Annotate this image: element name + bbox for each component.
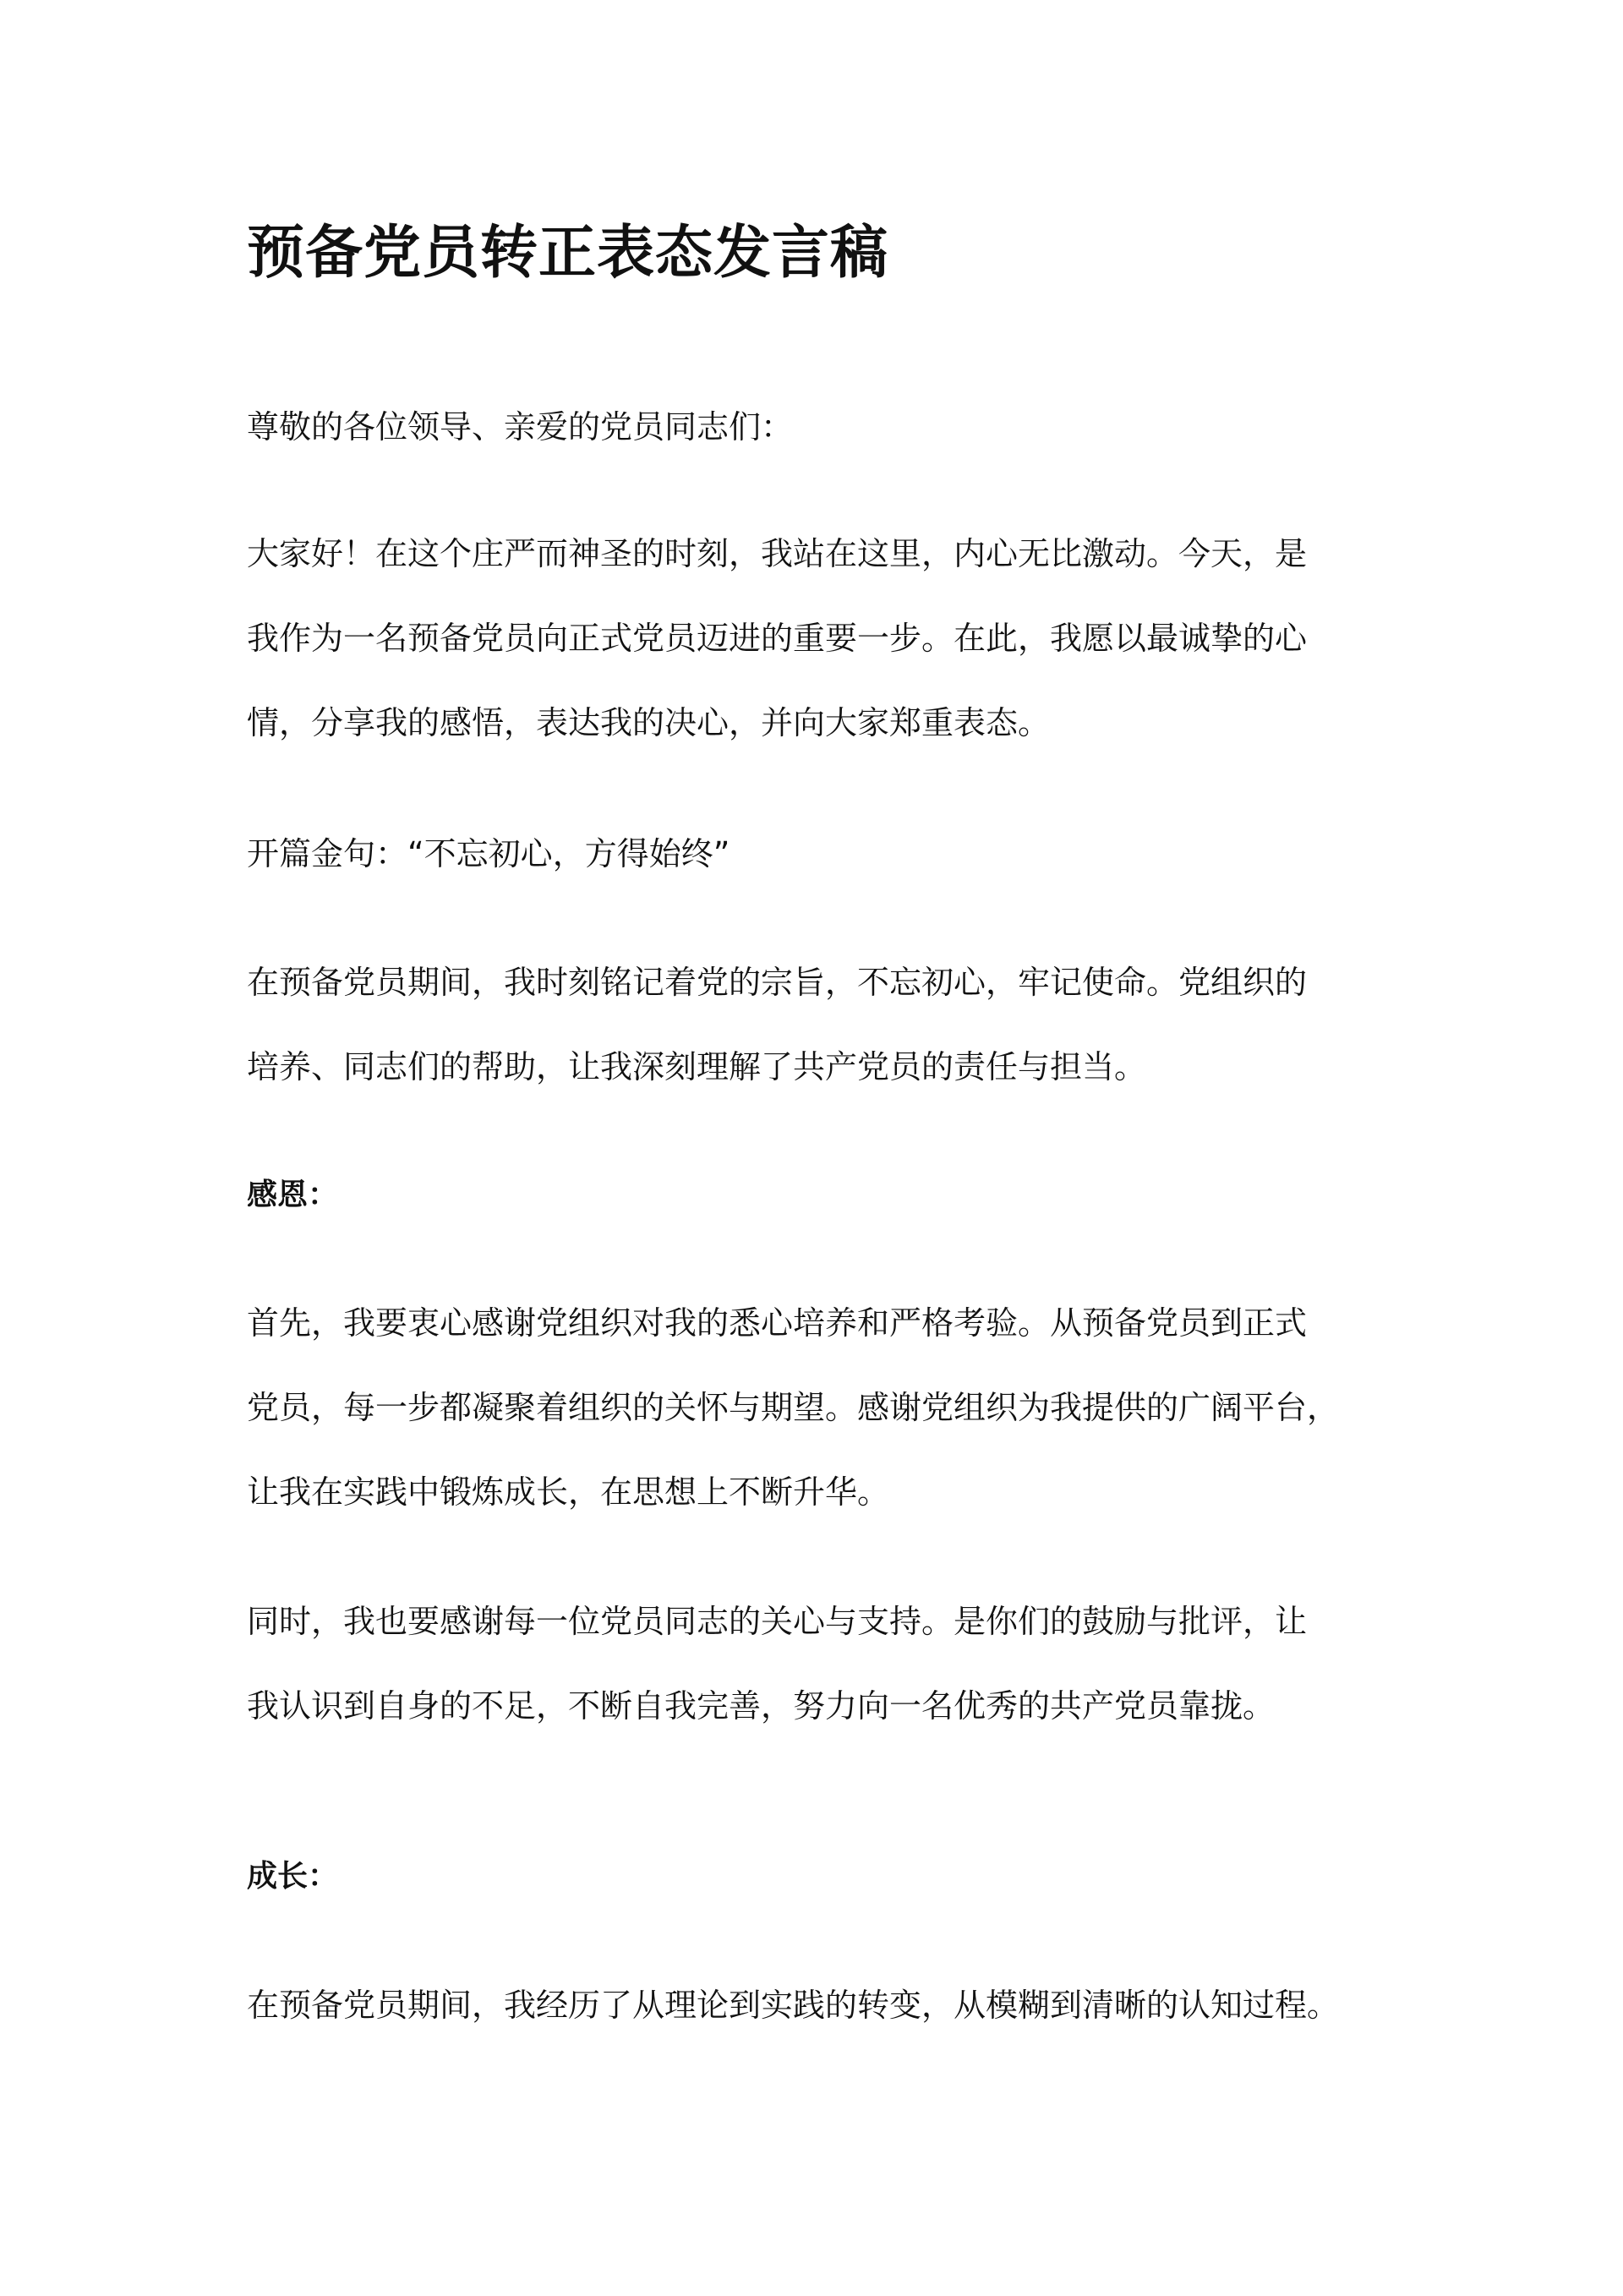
gratitude-p1-line-1: 首先，我要衷心感谢党组织对我的悉心培养和严格考验。从预备党员到正式 xyxy=(247,1304,1308,1342)
gratitude-paragraph-2 xyxy=(247,1579,1413,1748)
intro-line-1: 大家好！在这个庄严而神圣的时刻，我站在这里，内心无比激动。今天，是 xyxy=(247,535,1308,572)
growth-p1-line-1: 在预备党员期间，我经历了从理论到实践的转变，从模糊到清晰的认知过程。 xyxy=(247,1987,1340,2024)
memory-line-1: 在预备党员期间，我时刻铭记着党的宗旨，不忘初心，牢记使命。党组织的 xyxy=(247,964,1308,1001)
gratitude-p1-line-3: 让我在实践中锻炼成长，在思想上不断升华。 xyxy=(247,1473,890,1511)
gratitude-paragraph-1 xyxy=(247,1281,1413,1534)
intro-line-2: 我作为一名预备党员向正式党员迈进的重要一步。在此，我愿以最诚挚的心 xyxy=(247,620,1308,657)
gratitude-p2-line-1: 同时，我也要感谢每一位党员同志的关心与支持。是你们的鼓励与批评，让 xyxy=(247,1603,1308,1640)
memory-line-2: 培养、同志们的帮助，让我深刻理解了共产党员的责任与担当。 xyxy=(247,1048,1147,1085)
opening-quote-text: 开篇金句：“不忘初心，方得始终” xyxy=(247,835,730,872)
intro-line-3: 情，分享我的感悟，表达我的决心，并向大家郑重表态。 xyxy=(247,704,1051,741)
salutation xyxy=(247,385,1413,469)
document-title: 预备党员转正表态发言稿 xyxy=(247,220,889,287)
section-heading-gratitude xyxy=(247,1153,1413,1238)
opening-quote xyxy=(247,812,1413,896)
gratitude-p2-line-2: 我认识到自身的不足，不断自我完善，努力向一名优秀的共产党员靠拢。 xyxy=(247,1687,1276,1725)
section-heading-growth xyxy=(247,1834,1413,1919)
salutation-text: 尊敬的各位领导、亲爱的党员同志们： xyxy=(247,408,794,446)
gratitude-heading-text: 感恩： xyxy=(247,1178,339,1212)
memory-paragraph xyxy=(247,940,1413,1109)
growth-heading-text: 成长： xyxy=(247,1859,339,1894)
intro-paragraph xyxy=(247,511,1413,765)
growth-paragraph-1 xyxy=(247,1963,1413,2047)
gratitude-p1-line-2: 党员，每一步都凝聚着组织的关怀与期望。感谢党组织为我提供的广阔平台， xyxy=(247,1389,1340,1426)
